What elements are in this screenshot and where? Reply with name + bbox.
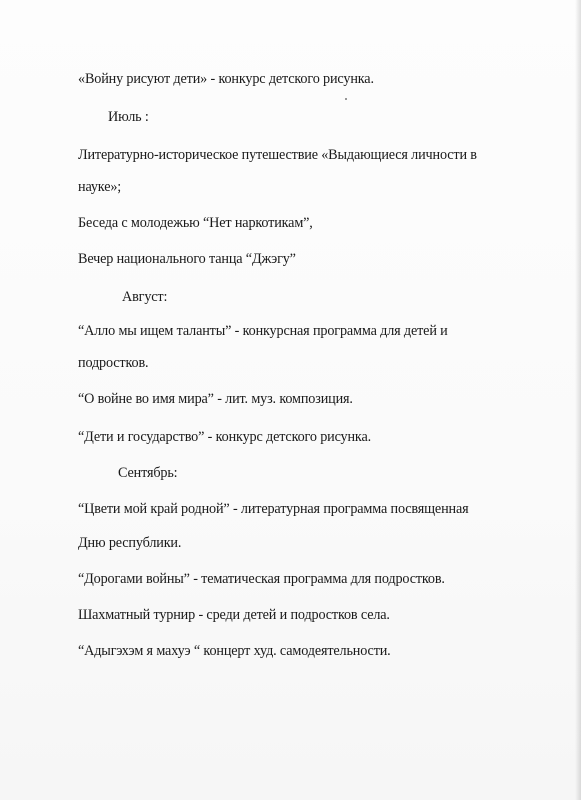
line-native-land-program: “Цвети мой край родной” - литературная программа посвященная	[78, 501, 469, 517]
line-war-peace-composition: “О войне во имя мира” - лит. муз. композиция.	[78, 391, 353, 407]
line-war-roads-program: “Дорогами войны” - тематическая программа для подростков.	[78, 571, 445, 587]
scan-speck	[345, 98, 347, 100]
line-literary-journey-cont: науке»;	[78, 179, 122, 195]
line-talent-search-cont: подростков.	[78, 355, 149, 371]
heading-september: Сентябрь:	[118, 465, 178, 481]
line-contest-war-drawings: «Войну рисуют дети» - конкурс детского рисунка.	[78, 71, 374, 87]
line-native-land-program-cont: Дню республики.	[78, 535, 182, 551]
heading-july: Июль :	[108, 109, 149, 125]
line-children-state-contest: “Дети и государство” - конкурс детского рисунка.	[78, 429, 372, 445]
line-youth-talk: Беседа с молодежью “Нет наркотикам”,	[78, 215, 313, 231]
line-chess-tournament: Шахматный турнир - среди детей и подростков села.	[78, 607, 390, 623]
line-talent-search: “Алло мы ищем таланты” - конкурсная программа для детей и	[78, 323, 448, 339]
heading-august: Август:	[122, 289, 168, 305]
scan-edge-shadow	[575, 0, 581, 800]
line-adyghe-concert: “Адыгэхэм я махуэ “ концерт худ. самодеятельности.	[78, 643, 391, 659]
line-dance-evening: Вечер национального танца “Джэгу”	[78, 251, 296, 267]
line-literary-journey: Литературно-историческое путешествие «Выдающиеся личности в	[78, 147, 477, 163]
